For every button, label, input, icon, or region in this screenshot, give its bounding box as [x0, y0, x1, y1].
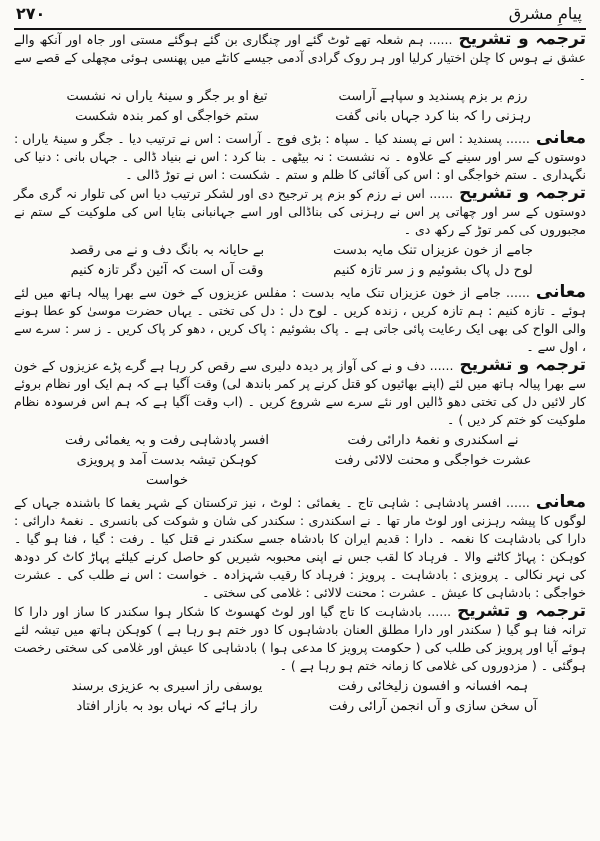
verse-line: بے حایانہ بہ بانگ دف و نے می رقصد — [69, 243, 265, 258]
section-heading: معانی — [535, 282, 586, 302]
paragraph-text: ...... اس نے رزم کو بزم پر ترجیح دی اور لشکر ترتیب دیا اس کی تلوار نہ گری مگر دوستوں کے سر اور چھاتی پر اس نے رہزنی کی بناڈالی اور اسے جہانبانی بتایا اس کی ملوکیت کے ستم نے مجبوروں کی کمر توڑ کے رکھ دی ۔ — [14, 186, 586, 237]
verse-line: افسر پادشاہی رفت و بہ یغمائی رفت — [65, 433, 269, 448]
paragraph-text: ...... ہم شعلہ تھے ٹوٹ گئے اور چنگاری بن گئے ہوگئے مستی اور جاہ اور آنکھ والے عشق نے ہوس کا چلن اختیار کرلیا اور ہر روک گرادی آدمی جیسے کانٹے میں پھنسی ہوئی مچھلی کے قصے سے ۔ — [14, 32, 586, 83]
section-heading: معانی — [535, 492, 586, 512]
verse-line: لوح دل پاک بشوئیم و ز سر تازہ کنیم — [333, 263, 533, 278]
section-heading: ترجمہ و تشریح — [459, 355, 586, 375]
page-content — [14, 30, 586, 717]
verse-line: رہزنی را کہ بنا کرد جہاں بانی گفت — [335, 109, 531, 124]
paragraph-text: ...... پسندید : اس نے پسند کیا ۔ سپاہ : بڑی فوج ۔ آراست : اس نے ترتیب دیا ۔ جگر و سینۂ یاراں : دوستوں کے سر اور سینے کے علاوہ ۔ نہ نشست : نہ بیٹھی ۔ بنا کرد : اس نے بنیاد ڈالی ۔ جہاں بانی : دنیا کی نگہداری ۔ ستم خواجگی او : اس کی آقائی کا ظلم و ستم ۔ شکست : اس نے توڑ ڈالی ۔ — [14, 131, 586, 182]
verse-line: جامے از خون عزیزاں تنک مایہ بدست — [333, 243, 533, 258]
section-heading: ترجمہ و تشریح — [458, 29, 586, 49]
running-title: پیامِ مشرق — [508, 4, 582, 23]
paragraph — [14, 283, 586, 356]
section-heading: ترجمہ و تشریح — [459, 183, 586, 203]
verse-line: رزم بر بزم پسندید و سپاہے آراست — [338, 89, 528, 104]
verse-line: عشرت خواجگی و محنت لالائی رفت — [334, 453, 532, 468]
paragraph-text: ...... افسر پادشاہی : شاہی تاج ۔ یغمائی : لوٹ ، نیز ترکستان کے شہر یغما کا باشندہ جہاں کے لوگوں کا پیشہ رہزنی اور لوٹ مار تھا ۔ نے اسکندری : سکندر کی شان و شوکت کی بانسری ۔ نغمۂ دارائی : دارا کی بادشاہت کا نغمہ ۔ دارا : قدیم ایران کا بادشاہ جسے سکندر نے قتل کیا ۔ رفت : گیا ، فنا ہو گیا ۔ کوہکن : پہاڑ کاٹنے والا ۔ فرہاد کا لقب جس نے اپنی محبوبہ شیریں کو حاصل کرنے کیلئے پہاڑ کاٹ کر دودھ کی نہر نکالی ۔ پرویزی : بادشاہت ۔ پرویز : فرہاد کا رقیب شہزادہ ۔ خواست : اس نے طلب کی ۔ عشرت خواجگی : بادشاہی کا عیش ۔ عشرت : محنت لالائی : غلامی کی سختی ۔ — [14, 495, 586, 600]
paragraph — [14, 184, 586, 239]
paragraph — [14, 129, 586, 184]
verse-block — [14, 87, 586, 127]
paragraph-text: ...... بادشاہت کا تاج گیا اور لوٹ کھسوٹ کا شکار ہوا سکندر کا ساز اور دارا کا ترانہ فنا ہو گیا ( سکندر اور دارا مطلق العنان بادشاہوں کا دور ختم ہو رہا ہے ) کوہکن ہاتھ میں تیشہ لئے ہوئے آیا اور پرویز کی طلب کی ( حکومت پرویز کا مدعی ہوا ) بادشاہی کا عیش اور غلامی کی سختی رخصت ہوگئی ۔ ( مزدوروں کی غلامی کا زمانہ ختم ہو رہا ہے ) ۔ — [14, 604, 586, 673]
paragraph-text: ...... دف و نے کی آواز پر دیدہ دلیری سے رقص کر رہا ہے گرے پڑے عزیزوں کے خون سے بھرا پیالہ ہاتھ میں لئے (اپنے بھائیوں کو قتل کرنے پر کمر باندھ لی) وقت آگیا ہے کہ ہم ایک اور نظام بروئے کار لائیں دل کی تختی دھو ڈالیں اور نئے سرے سے شروع کریں ۔ (اب وقت آگیا ہے کہ ہم اس فرسودہ نظام ملوکیت کو ختم کر دیں ) ۔ — [14, 358, 586, 427]
verse-line: تیغ او بر جگر و سینۂ یاراں نہ نشست — [66, 89, 268, 104]
verse-line: نے اسکندری و نغمۂ دارائی رفت — [347, 433, 519, 448]
verse-line: راز ہائے کہ نہاں بود بہ بازار افتاد — [76, 699, 258, 714]
verse-line: ستم خواجگی او کمر بندہ شکست — [75, 109, 259, 124]
paragraph-text: ...... جامے از خون عزیزاں تنک مایہ بدست : مفلس عزیزوں کے خون سے بھرا پیالہ ہاتھ میں لئے ہوئے ۔ تازہ کنیم : ہم تازہ کریں ، زندہ کریں ۔ لوح دل : دل کی تختی ۔ یہاں حضرت موسیٰ کو عطا ہونے والی الواح کی بھی ایک رعایت پائی جاتی ہے ۔ پاک بشوئیم : پاک کریں ، دھو کر پاک کریں ۔ ز سر : سرے سے ، اول سے ۔ — [14, 285, 586, 354]
section-heading: معانی — [535, 128, 586, 148]
verse-line: آں سخن سازی و آں انجمن آرائی رفت — [328, 699, 538, 714]
section-heading: ترجمہ و تشریح — [457, 601, 586, 621]
page-number: ۲۷۰ — [16, 4, 46, 23]
paragraph — [14, 356, 586, 429]
verse-line: یوسفی راز اسیری بہ عزیزی برسند — [71, 679, 263, 694]
verse-line: ہمہ افسانہ و افسون زلیخائی رفت — [337, 679, 529, 694]
verse-line: کوہکن تیشہ بدست آمد و پرویزی خواست — [76, 453, 258, 488]
book-page — [0, 4, 600, 841]
page-header — [14, 4, 586, 30]
verse-block — [14, 431, 586, 491]
verse-block — [14, 677, 586, 717]
verse-block — [14, 241, 586, 281]
paragraph — [14, 493, 586, 602]
verse-line: وقت آں است کہ آئین دگر تازہ کنیم — [70, 263, 264, 278]
paragraph — [14, 30, 586, 85]
paragraph — [14, 602, 586, 675]
